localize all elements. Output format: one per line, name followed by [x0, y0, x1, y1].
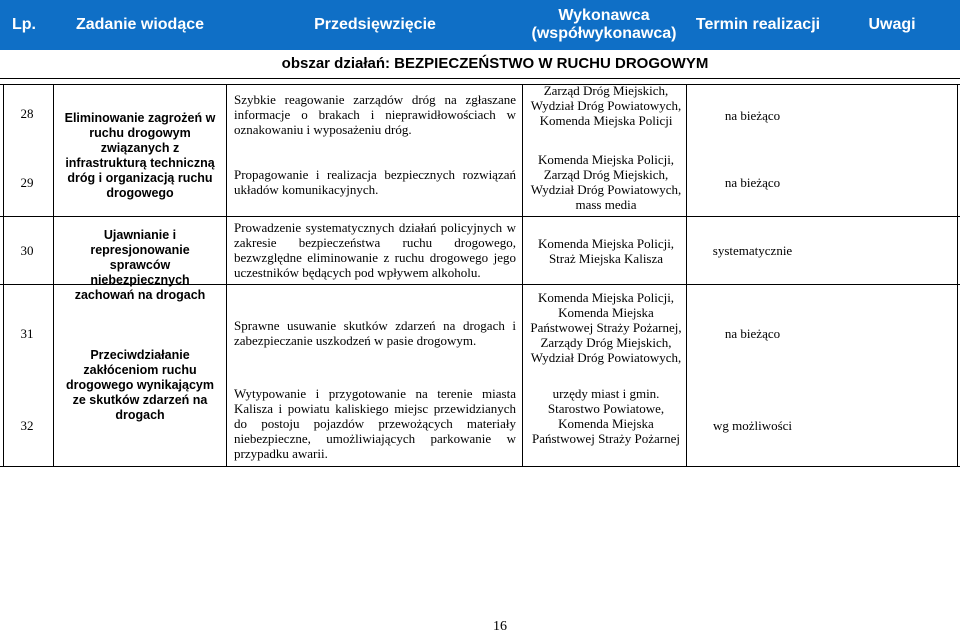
row-number: 31 [20, 326, 34, 341]
header-undertaking: Przedsięwzięcie [314, 16, 436, 33]
deadline-cell: na bieżąco [724, 108, 781, 123]
executor-cell: Zarząd Dróg Miejskich, Wydział Dróg Powiatowych, Komenda Miejska Policji [530, 83, 682, 128]
executor-cell: Komenda Miejska Policji, Komenda Miejska Państwowej Straży Pożarnej, Zarządy Dróg Miejskich, Wydział Dróg Powiatowych, [530, 290, 682, 365]
task-cell: Eliminowanie zagrożeń w ruchu drogowym związanych z infrastrukturą techniczną dróg i organizacją ruchu drogowego [64, 111, 216, 200]
deadline-cell: na bieżąco [724, 326, 781, 341]
undertaking-cell: Sprawne usuwanie skutków zdarzeń na drogach i zabezpieczanie uszkodzeń w pasie drogowym. [234, 318, 516, 348]
rule-row-1 [0, 216, 960, 217]
row-number: 28 [20, 106, 34, 121]
row-number: 32 [20, 418, 34, 433]
header-deadline: Termin realizacji [695, 16, 821, 33]
header-notes: Uwagi [868, 16, 916, 33]
col-line-1 [53, 84, 54, 466]
header-lp: Lp. [12, 16, 36, 33]
page-number: 16 [493, 619, 507, 634]
deadline-cell: na bieżąco [724, 175, 781, 190]
col-line-0 [3, 84, 4, 466]
deadline-cell: wg możliwości [712, 418, 793, 433]
col-line-4 [686, 84, 687, 466]
area-title-text: obszar działań: BEZPIECZEŃSTWO W RUCHU DROGOWYM [281, 55, 709, 72]
rule-top-2 [0, 84, 960, 85]
row-number: 30 [20, 243, 34, 258]
rule-bottom [0, 466, 960, 467]
task-cell: Przeciwdziałanie zakłóceniom ruchu drogowego wynikającym ze skutków zdarzeń na drogach [66, 348, 214, 422]
executor-cell: Komenda Miejska Policji, Straż Miejska Kalisza [537, 236, 675, 266]
task-cell: Ujawnianie i represjonowanie sprawców niebezpiecznych zachowań na drogach [74, 228, 206, 302]
header-executor: Wykonawca (współwykonawca) [531, 7, 677, 42]
col-line-2 [226, 84, 227, 466]
undertaking-cell: Propagowanie i realizacja bezpiecznych rozwiązań układów komunikacyjnych. [234, 167, 516, 197]
col-line-3 [522, 84, 523, 466]
rule-top [0, 78, 960, 79]
executor-cell: Komenda Miejska Policji, Zarząd Dróg Miejskich, Wydział Dróg Powiatowych, mass media [530, 152, 682, 212]
undertaking-cell: Szybkie reagowanie zarządów dróg na zgłaszane informacje o brakach i nieprawidłowościach w oznakowaniu i wyposażeniu dróg. [234, 92, 516, 137]
deadline-cell: systematycznie [712, 243, 793, 258]
undertaking-cell: Prowadzenie systematycznych działań policyjnych w zakresie bezpieczeństwa ruchu drogowego, bezwzględne eliminowanie z ruchu drogowego jego uczestników będących pod wpływem alkoholu. [234, 220, 516, 280]
area-title [0, 52, 960, 76]
undertaking-cell: Wytypowanie i przygotowanie na terenie miasta Kalisza i powiatu kaliskiego miejsc przewidzianych do postoju pojazdów przewożących materiały niebezpieczne, umożliwiających parkowanie w przypadku awarii. [234, 386, 516, 461]
row-number: 29 [20, 175, 34, 190]
executor-cell: urzędy miast i gmin. Starostwo Powiatowe, Komenda Miejska Państwowej Straży Pożarnej [531, 386, 681, 446]
header-task: Zadanie wiodące [75, 16, 205, 33]
table-header [0, 0, 960, 50]
col-line-5 [957, 84, 958, 466]
